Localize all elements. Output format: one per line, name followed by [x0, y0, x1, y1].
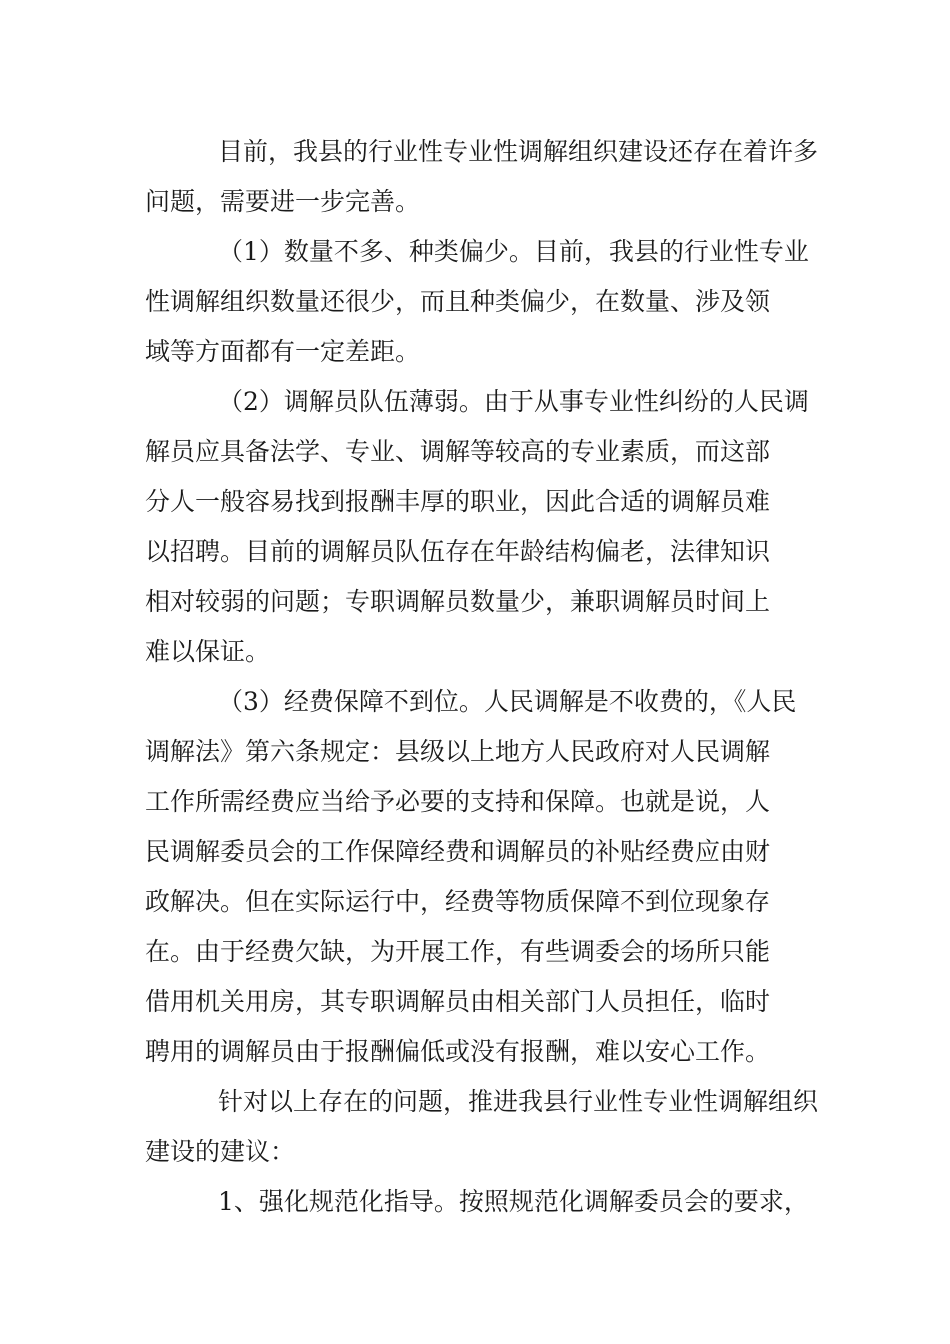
text-line: 聘用的调解员由于报酬偏低或没有报酬，难以安心工作。	[145, 1037, 771, 1066]
text-line: 分人一般容易找到报酬丰厚的职业，因此合适的调解员难	[145, 487, 771, 516]
text-line: 解员应具备法学、专业、调解等较高的专业素质，而这部	[145, 437, 771, 466]
text-line: （3）经费保障不到位。人民调解是不收费的，《人民	[218, 687, 797, 716]
text-line: 难以保证。	[145, 637, 271, 666]
text-line: 性调解组织数量还很少，而且种类偏少，在数量、涉及领	[145, 287, 771, 316]
text-line: 目前，我县的行业性专业性调解组织建设还存在着许多	[218, 137, 819, 166]
text-line: 建设的建议：	[145, 1137, 296, 1166]
text-line: 针对以上存在的问题，推进我县行业性专业性调解组织	[218, 1087, 819, 1116]
text-line: 域等方面都有一定差距。	[145, 337, 421, 366]
text-line: 以招聘。目前的调解员队伍存在年龄结构偏老，法律知识	[145, 537, 771, 566]
text-line: （1）数量不多、种类偏少。目前，我县的行业性专业	[218, 237, 809, 266]
paragraph-intro	[145, 127, 819, 227]
paragraph-issue-3	[145, 677, 807, 1077]
paragraph-suggestion-1	[145, 1177, 807, 1227]
text-line: 在。由于经费欠缺，为开展工作，有些调委会的场所只能	[145, 937, 771, 966]
text-line: 相对较弱的问题；专职调解员数量少，兼职调解员时间上	[145, 587, 771, 616]
text-line: 借用机关用房，其专职调解员由相关部门人员担任，临时	[145, 987, 771, 1016]
document-page	[145, 127, 819, 1227]
text-line: 工作所需经费应当给予必要的支持和保障。也就是说，人	[145, 787, 771, 816]
paragraph-suggestions-intro	[145, 1077, 819, 1177]
text-line: 问题，需要进一步完善。	[145, 187, 421, 216]
text-line: 调解法》第六条规定：县级以上地方人民政府对人民调解	[145, 737, 771, 766]
paragraph-issue-2	[145, 377, 807, 677]
paragraph-issue-1	[145, 227, 807, 377]
text-line: 民调解委员会的工作保障经费和调解员的补贴经费应由财	[145, 837, 771, 866]
text-line: 政解决。但在实际运行中，经费等物质保障不到位现象存	[145, 887, 771, 916]
text-line: （2）调解员队伍薄弱。由于从事专业性纠纷的人民调	[218, 387, 809, 416]
text-line: 1、强化规范化指导。按照规范化调解委员会的要求，	[218, 1187, 809, 1216]
